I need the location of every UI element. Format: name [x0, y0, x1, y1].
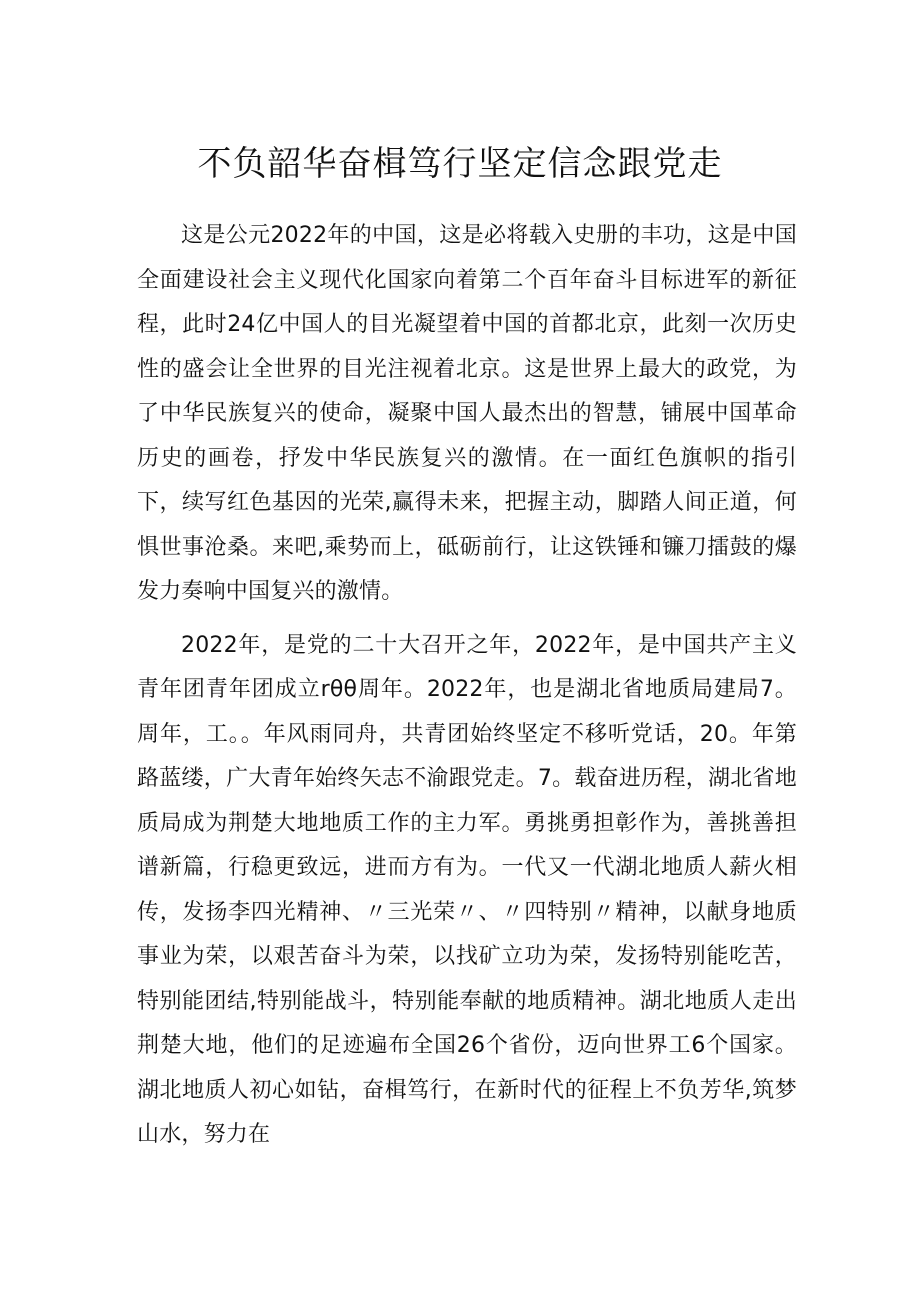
document-title: 不负韶华奋楫笃行坚定信念跟党走 — [197, 144, 723, 184]
paragraph-1: 这是公元2022年的中国，这是必将载入史册的丰功，这是中国全面建设社会主义现代化国家向着第二个百年奋斗目标进军的新征程，此时24亿中国人的目光凝望着中国的首都北京，此刻一次历史性的盛会让全世界的目光注视着北京。这是世界上最大的政党，为了中华民族复兴的使命，凝聚中国人最杰出的智慧，铺展中国革命历史的画卷，抒发中华民族复兴的激情。在一面红色旗帜的指引下，续写红色基因的光荣,赢得未来，把握主动，脚踏人间正道，何惧世事沧桑。来吧,乘势而上，砥砺前行，让这铁锤和镰刀擂鼓的爆发力奏响中国复兴的激情。 — [137, 223, 797, 604]
document-body — [137, 214, 797, 1158]
paragraph-2: 2022年，是党的二十大召开之年，2022年，是中国共产主义青年团青年团成立rθθ周年。2022年，也是湖北省地质局建局7。周年，工。。年风雨同舟，共青团始终坚定不移听党话，20。年第路蓝缕，广大青年始终矢志不渝跟党走。7。载奋进历程，湖北省地质局成为荆楚大地地质工作的主力军。勇挑勇担彰作为，善挑善担谱新篇，行稳更致远，进而方有为。一代又一代湖北地质人薪火相传，发扬李四光精神、〃三光荣〃、〃四特别〃精神，以献身地质事业为荣，以艰苦奋斗为荣，以找矿立功为荣，发扬特别能吃苦，特别能团结,特别能战斗，特别能奉献的地质精神。湖北地质人走出荆楚大地，他们的足迹遍布全国26个省份，迈向世界工6个国家。湖北地质人初心如钻，奋楫笃行，在新时代的征程上不负芳华,筑梦山水，努力在 — [137, 632, 797, 1147]
